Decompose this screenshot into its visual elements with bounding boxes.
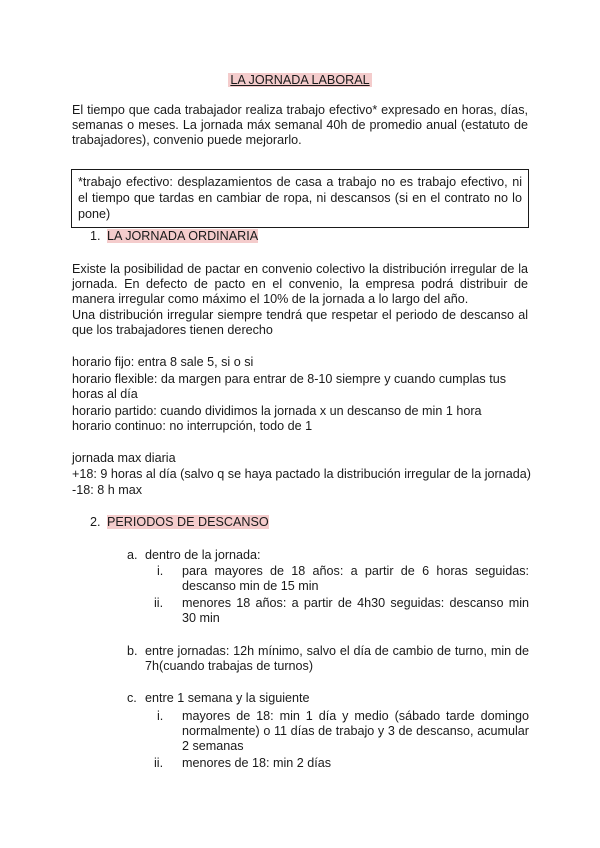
list-subitem-a-i — [157, 564, 529, 594]
section1-heading — [90, 229, 258, 244]
note-box: *trabajo efectivo: desplazamientos de casa a trabajo no es trabajo efectivo, ni el tiempo que tardas en cambiar de ropa, ni descansos (si en el contrato no lo pone) — [71, 169, 529, 228]
list-marker: c. — [127, 691, 137, 705]
list-subitem-c-i — [157, 709, 529, 754]
jornada-max-menores: -18: 8 h max — [72, 483, 142, 497]
list-item-text: para mayores de 18 años: a partir de 6 horas seguidas: descanso min de 15 min — [182, 564, 529, 593]
list-marker: i. — [157, 709, 164, 723]
section1-number: 1. — [90, 229, 101, 243]
list-item-text: dentro de la jornada: — [145, 548, 261, 562]
intro-paragraph: El tiempo que cada trabajador realiza trabajo efectivo* expresado en horas, días, semanas o meses. La jornada máx semanal 40h de promedio anual (estatuto de trabajadores), convenio puede mejorarlo. — [72, 103, 528, 147]
horario-continuo: horario continuo: no interrupción, todo de 1 — [72, 419, 313, 433]
list-subitem-c-ii — [154, 756, 529, 771]
horario-flexible: horario flexible: da margen para entrar de 8-10 siempre y cuando cumplas tus horas al día — [72, 372, 507, 401]
list-item-text: entre 1 semana y la siguiente — [145, 691, 310, 705]
page-title-text: LA JORNADA LABORAL — [230, 73, 370, 87]
jornada-max-mayores: +18: 9 horas al día (salvo q se haya pactado la distribución irregular de la jornada) — [72, 467, 531, 481]
section1-paragraph-2: Una distribución irregular siempre tendrá que respetar el periodo de descanso al que los trabajadores tienen derecho — [72, 308, 528, 337]
list-marker: b. — [127, 644, 138, 658]
list-item-text: menores de 18: min 2 días — [182, 756, 332, 770]
list-marker: a. — [127, 548, 138, 562]
section2-number: 2. — [90, 515, 101, 529]
list-item-a — [127, 548, 529, 563]
list-item-text: mayores de 18: min 1 día y medio (sábado tarde domingo normalmente) o 11 días de trabajo y 3 de descanso, acumular 2 semanas — [182, 709, 529, 753]
horario-partido: horario partido: cuando dividimos la jornada x un descanso de min 1 hora — [72, 404, 482, 418]
section2-heading — [90, 515, 269, 530]
page-title — [0, 73, 600, 88]
list-marker: ii. — [154, 596, 164, 610]
list-subitem-a-ii — [154, 596, 529, 626]
section1-title: LA JORNADA ORDINARIA — [107, 229, 259, 243]
section2-title: PERIODOS DE DESCANSO — [107, 515, 269, 529]
horario-fijo: horario fijo: entra 8 sale 5, si o si — [72, 355, 254, 369]
list-item-c — [127, 691, 529, 706]
list-marker: i. — [157, 564, 164, 578]
list-item-b — [127, 644, 529, 674]
list-marker: ii. — [154, 756, 164, 770]
section1-paragraph-1: Existe la posibilidad de pactar en convenio colectivo la distribución irregular de la jornada. En defecto de pacto en el convenio, la empresa podrá distribuir de manera irregular como máximo el 10% de la jornada a lo largo del año. — [72, 262, 528, 306]
jornada-max-title: jornada max diaria — [72, 451, 176, 465]
list-item-text: entre jornadas: 12h mínimo, salvo el día de cambio de turno, min de 7h(cuando trabajas de turnos) — [145, 644, 529, 673]
list-item-text: menores 18 años: a partir de 4h30 seguidas: descanso min 30 min — [182, 596, 529, 625]
